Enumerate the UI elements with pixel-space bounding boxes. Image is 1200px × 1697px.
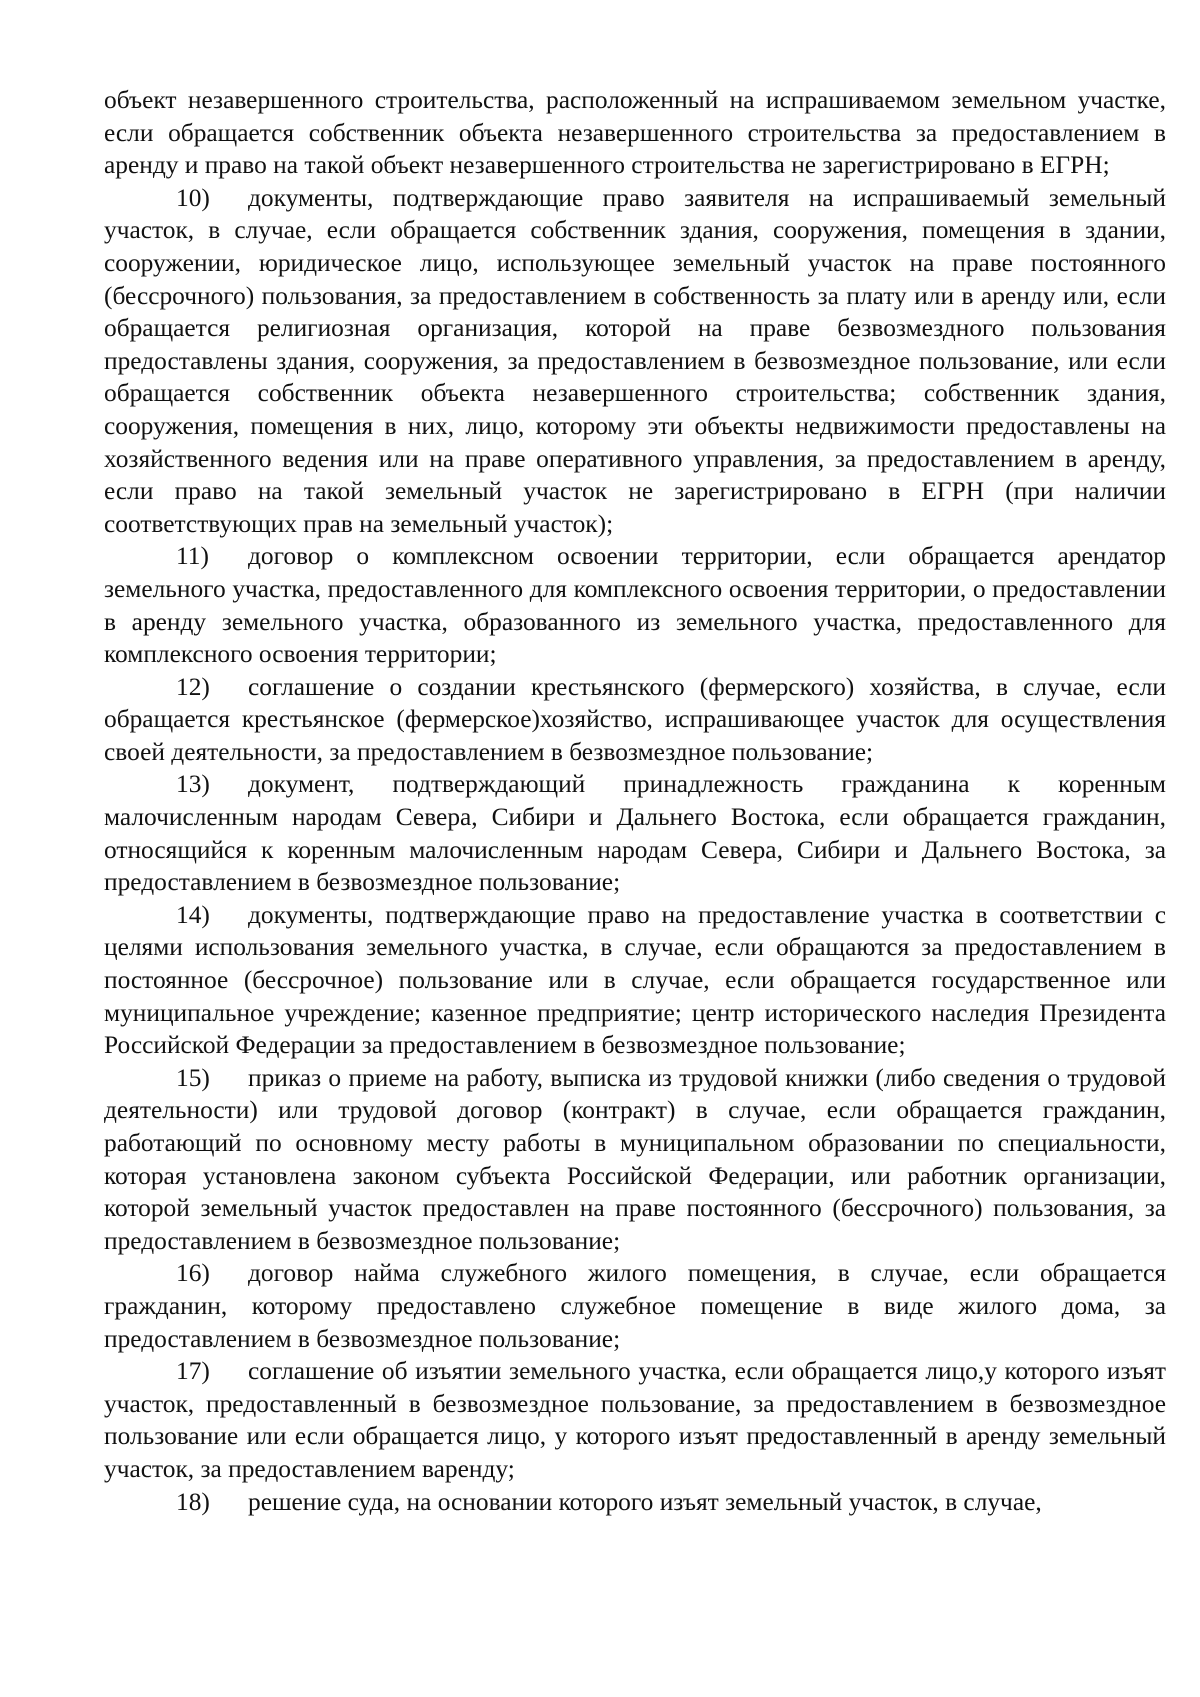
item-text: документы, подтверждающие право на предоставление участка в соответствии с целями использования земельного участка, в случае, если обращаются за предоставлением в постоянное (бессрочное) пользование или в случае, если обращается государственное или муниципальное учреждение; казенное предприятие; центр исторического наследия Президента Российской Федерации за предоставлением в безвозмездное пользование; xyxy=(104,900,1166,1060)
item-number: 17) xyxy=(176,1357,210,1386)
item-text: решение суда, на основании которого изъят земельный участок, в случае, xyxy=(248,1487,1042,1516)
document-page xyxy=(104,84,1166,1518)
item-number: 12) xyxy=(176,672,210,701)
list-item-12 xyxy=(104,671,1166,769)
list-item-10 xyxy=(104,182,1166,541)
item-number: 11) xyxy=(176,542,209,571)
item-text: договор о комплексном освоении территории, если обращается арендатор земельного участка, предоставленного для комплексного освоения территории, о предоставлении в аренду земельного участка, образованного из земельного участка, предоставленного для комплексного освоения территории; xyxy=(104,542,1166,669)
item-text: документ, подтверждающий принадлежность гражданина к коренным малочисленным народам Севера, Сибири и Дальнего Востока, если обращается гражданин, относящийся к коренным малочисленным народам Севера, Сибири и Дальнего Востока, за предоставлением в безвозмездное пользование; xyxy=(104,770,1166,897)
list-item-14 xyxy=(104,899,1166,1062)
item-text: соглашение о создании крестьянского (фермерского) хозяйства, в случае, если обращается крестьянское (фермерское)хозяйство, испрашивающее участок для осуществления своей деятельности, за предоставлением в безвозмездное пользование; xyxy=(104,672,1166,766)
item-number: 14) xyxy=(176,900,210,929)
item-number: 15) xyxy=(176,1063,210,1092)
continuation-paragraph: объект незавершенного строительства, расположенный на испрашиваемом земельном участке, если обращается собственник объекта незавершенного строительства за предоставлением в аренду и право на такой объект незавершенного строительства не зарегистрировано в ЕГРН; xyxy=(104,86,1166,180)
item-number: 18) xyxy=(176,1487,210,1516)
item-text: приказ о приеме на работу, выписка из трудовой книжки (либо сведения о трудовой деятельности) или трудовой договор (контракт) в случае, если обращается гражданин, работающий по основному месту работы в муниципальном образовании по специальности, которая установлена законом субъекта Российской Федерации, или работник организации, которой земельный участок предоставлен на праве постоянного (бессрочного) пользования, за предоставлением в безвозмездное пользование; xyxy=(104,1063,1166,1255)
item-number: 13) xyxy=(176,770,210,799)
list-item-13 xyxy=(104,768,1166,898)
list-item-16 xyxy=(104,1257,1166,1355)
item-number: 16) xyxy=(176,1259,210,1288)
item-number: 10) xyxy=(176,183,210,212)
item-text: документы, подтверждающие право заявителя на испрашиваемый земельный участок, в случае, если обращается собственник здания, сооружения, помещения в здании, сооружении, юридическое лицо, использующее земельный участок на праве постоянного (бессрочного) пользования, за предоставлением в собственность за плату или в аренду или, если обращается религиозная организация, которой на праве безвозмездного пользования предоставлены здания, сооружения, за предоставлением в безвозмездное пользование, или если обращается собственник объекта незавершенного строительства; собственник здания, сооружения, помещения в них, лицо, которому эти объекты недвижимости предоставлены на хозяйственного ведения или на праве оперативного управления, за предоставлением в аренду, если право на такой земельный участок не зарегистрировано в ЕГРН (при наличии соответствующих прав на земельный участок); xyxy=(104,183,1166,538)
item-text: соглашение об изъятии земельного участка, если обращается лицо,у которого изъят участок, предоставленный в безвозмездное пользование, за предоставлением в безвозмездное пользование или если обращается лицо, у которого изъят предоставленный в аренду земельный участок, за предоставлением варенду; xyxy=(104,1357,1166,1483)
list-item-17 xyxy=(104,1355,1166,1485)
list-item-18 xyxy=(104,1486,1166,1519)
item-text: договор найма служебного жилого помещения, в случае, если обращается гражданин, которому предоставлено служебное помещение в виде жилого дома, за предоставлением в безвозмездное пользование; xyxy=(104,1259,1166,1353)
list-item-11 xyxy=(104,540,1166,670)
list-item-15 xyxy=(104,1062,1166,1258)
